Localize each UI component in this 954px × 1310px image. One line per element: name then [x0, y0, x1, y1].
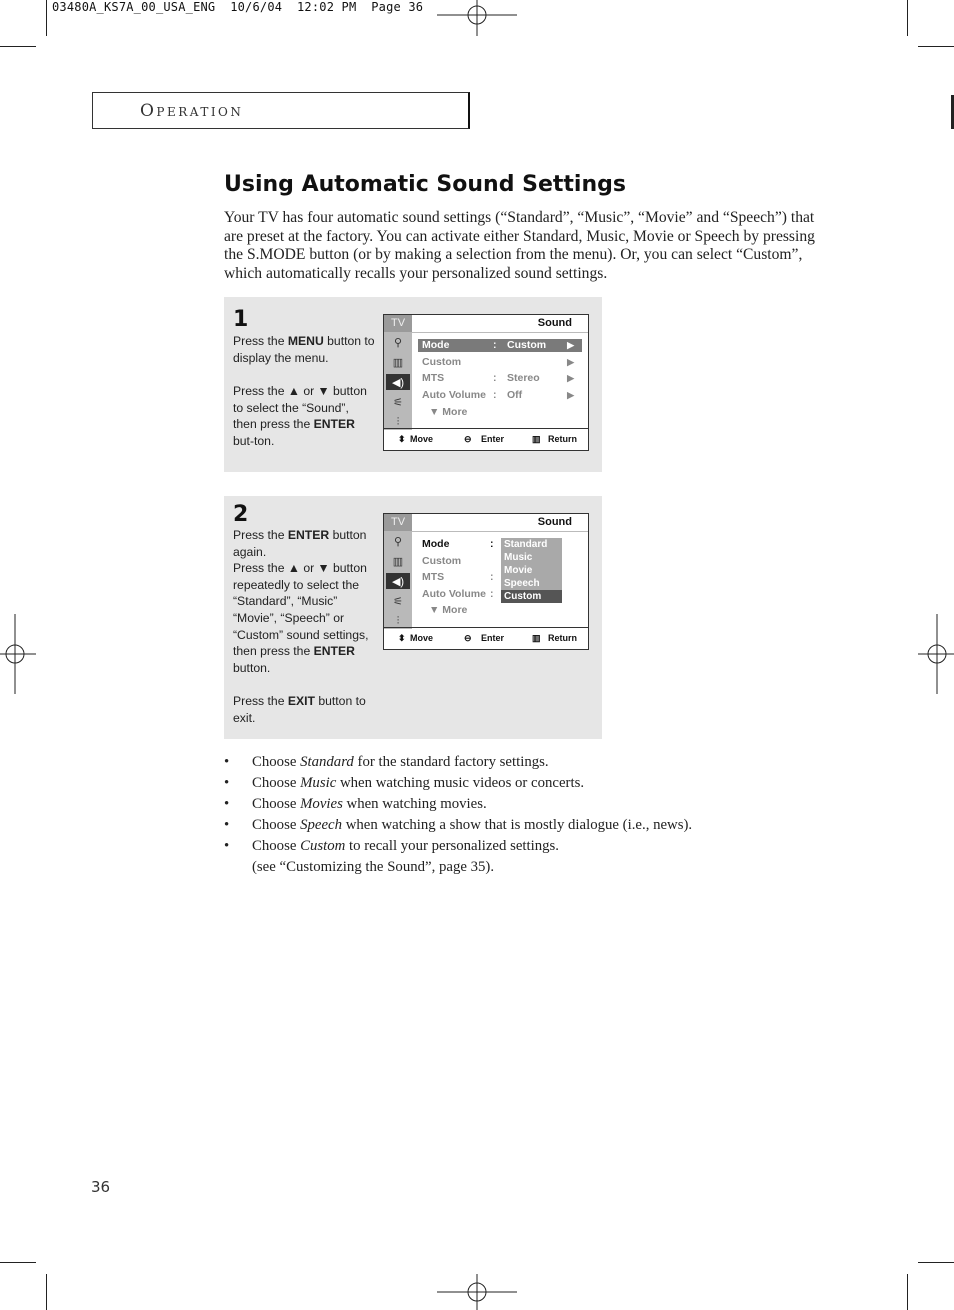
step-2-number: 2: [233, 502, 249, 527]
tv-menu-screen-2: [383, 513, 589, 650]
page-title: Using Automatic Sound Settings: [224, 172, 626, 197]
list-item: • Choose Movies when watching movies.: [224, 796, 487, 812]
list-item: • Choose Custom to recall your personalized settings.: [224, 838, 559, 854]
dropdown-option-selected[interactable]: Custom: [501, 590, 562, 603]
step-1-panel: [224, 297, 602, 472]
osd-row-more: ▼ More: [429, 604, 468, 616]
osd-sidebar: [384, 315, 412, 430]
setup-icon: ▥: [392, 555, 404, 568]
channel-antenna-icon: ⚟: [393, 396, 403, 409]
return-icon: ▥: [532, 434, 541, 444]
right-arrow-icon: ▶: [567, 373, 574, 383]
right-arrow-icon: ▶: [567, 340, 574, 350]
osd-row-more: ▼ More: [429, 406, 468, 418]
list-item: • Choose Standard for the standard factory settings.: [224, 754, 549, 770]
return-icon: ▥: [532, 633, 541, 643]
osd-row-custom: Custom ▶: [422, 356, 574, 368]
osd-row-mode: Mode : Custom ▶: [418, 339, 582, 352]
section-label: Operation: [140, 101, 244, 121]
enter-icon: ⊖: [464, 434, 472, 444]
osd-tv-label: TV: [384, 315, 412, 332]
list-item: • Choose Music when watching music videos or concerts.: [224, 775, 585, 791]
sound-icon: ◀): [386, 573, 410, 589]
dropdown-option[interactable]: Standard: [504, 539, 548, 550]
osd-sidebar: [384, 514, 412, 629]
dropdown-option[interactable]: Music: [504, 552, 533, 563]
function-sliders-icon: ⫶: [396, 614, 400, 627]
osd-tv-label: TV: [384, 514, 412, 531]
move-icon: ⬍: [398, 434, 406, 444]
move-icon: ⬍: [398, 633, 406, 643]
intro-paragraph: Your TV has four automatic sound settings (“Standard”, “Music”, “Movie” and “Speech”) that are preset at the factory. You can activate either Standard, Music, Movie or Speech by pressing the S.MODE button (or by making a selection from the menu). Or, you can select “Custom”, which automatically recalls your personalized sound settings.: [224, 209, 815, 282]
sound-mode-tips: [224, 752, 824, 878]
registration-mark-bottom: [437, 1274, 517, 1310]
osd-row-mts: MTS :: [422, 571, 494, 583]
registration-mark-right: [918, 614, 954, 694]
osd-row-mts: MTS : Stereo ▶: [422, 372, 574, 384]
list-item-note: (see “Customizing the Sound”, page 35).: [252, 859, 495, 875]
osd-row-mode: Mode :: [422, 538, 494, 550]
step-1-para-2: Press the ▲ or ▼ button to select the “Sound”, then press the ENTER but-ton.: [233, 384, 367, 448]
sound-icon: ◀): [386, 374, 410, 390]
step-2-panel: [224, 496, 602, 739]
page-number: 36: [91, 1178, 111, 1196]
dropdown-option[interactable]: Speech: [504, 578, 540, 589]
step-2-para-1: Press the ENTER button again.: [233, 528, 367, 559]
osd-row-auto-volume: Auto Volume : Off ▶: [422, 389, 574, 401]
osd-header: Sound: [412, 315, 588, 333]
list-item: • Choose Speech when watching a show that is mostly dialogue (i.e., news).: [224, 817, 693, 833]
print-slug: 03480A_KS7A_00_USA_ENG 10/6/04 12:02 PM Page 36: [52, 0, 424, 14]
enter-icon: ⊖: [464, 633, 472, 643]
right-arrow-icon: ▶: [567, 390, 574, 400]
osd-row-auto-volume: Auto Volume :: [422, 588, 494, 600]
osd-row-custom: Custom: [422, 555, 462, 567]
osd-footer: ⬍ Move ⊖ Enter ▥ Return: [384, 428, 588, 450]
osd-footer: ⬍ Move ⊖ Enter ▥ Return: [384, 627, 588, 649]
channel-antenna-icon: ⚟: [393, 595, 403, 608]
sound-mode-dropdown[interactable]: [501, 538, 562, 603]
registration-mark-top: [437, 0, 517, 36]
step-2-instructions: [233, 527, 375, 727]
registration-mark-left: [0, 614, 36, 694]
step-2-para-2: Press the ▲ or ▼ button repeatedly to select the “Standard”, “Music” “Movie”, “Speech” or “Custom” sound settings, then press the ENTER button.: [233, 561, 369, 675]
picture-icon: ⚲: [393, 336, 403, 349]
setup-icon: ▥: [392, 356, 404, 369]
function-sliders-icon: ⫶: [396, 415, 400, 428]
step-1-number: 1: [233, 307, 249, 332]
step-2-para-3: Press the EXIT button to exit.: [233, 694, 366, 725]
tv-menu-screen-1: [383, 314, 589, 451]
dropdown-option[interactable]: Movie: [504, 565, 533, 576]
step-1-instructions: [233, 333, 375, 450]
right-arrow-icon: ▶: [567, 357, 574, 367]
step-1-para-1: Press the MENU button to display the menu.: [233, 334, 375, 365]
picture-icon: ⚲: [393, 535, 403, 548]
osd-header: Sound: [412, 514, 588, 532]
